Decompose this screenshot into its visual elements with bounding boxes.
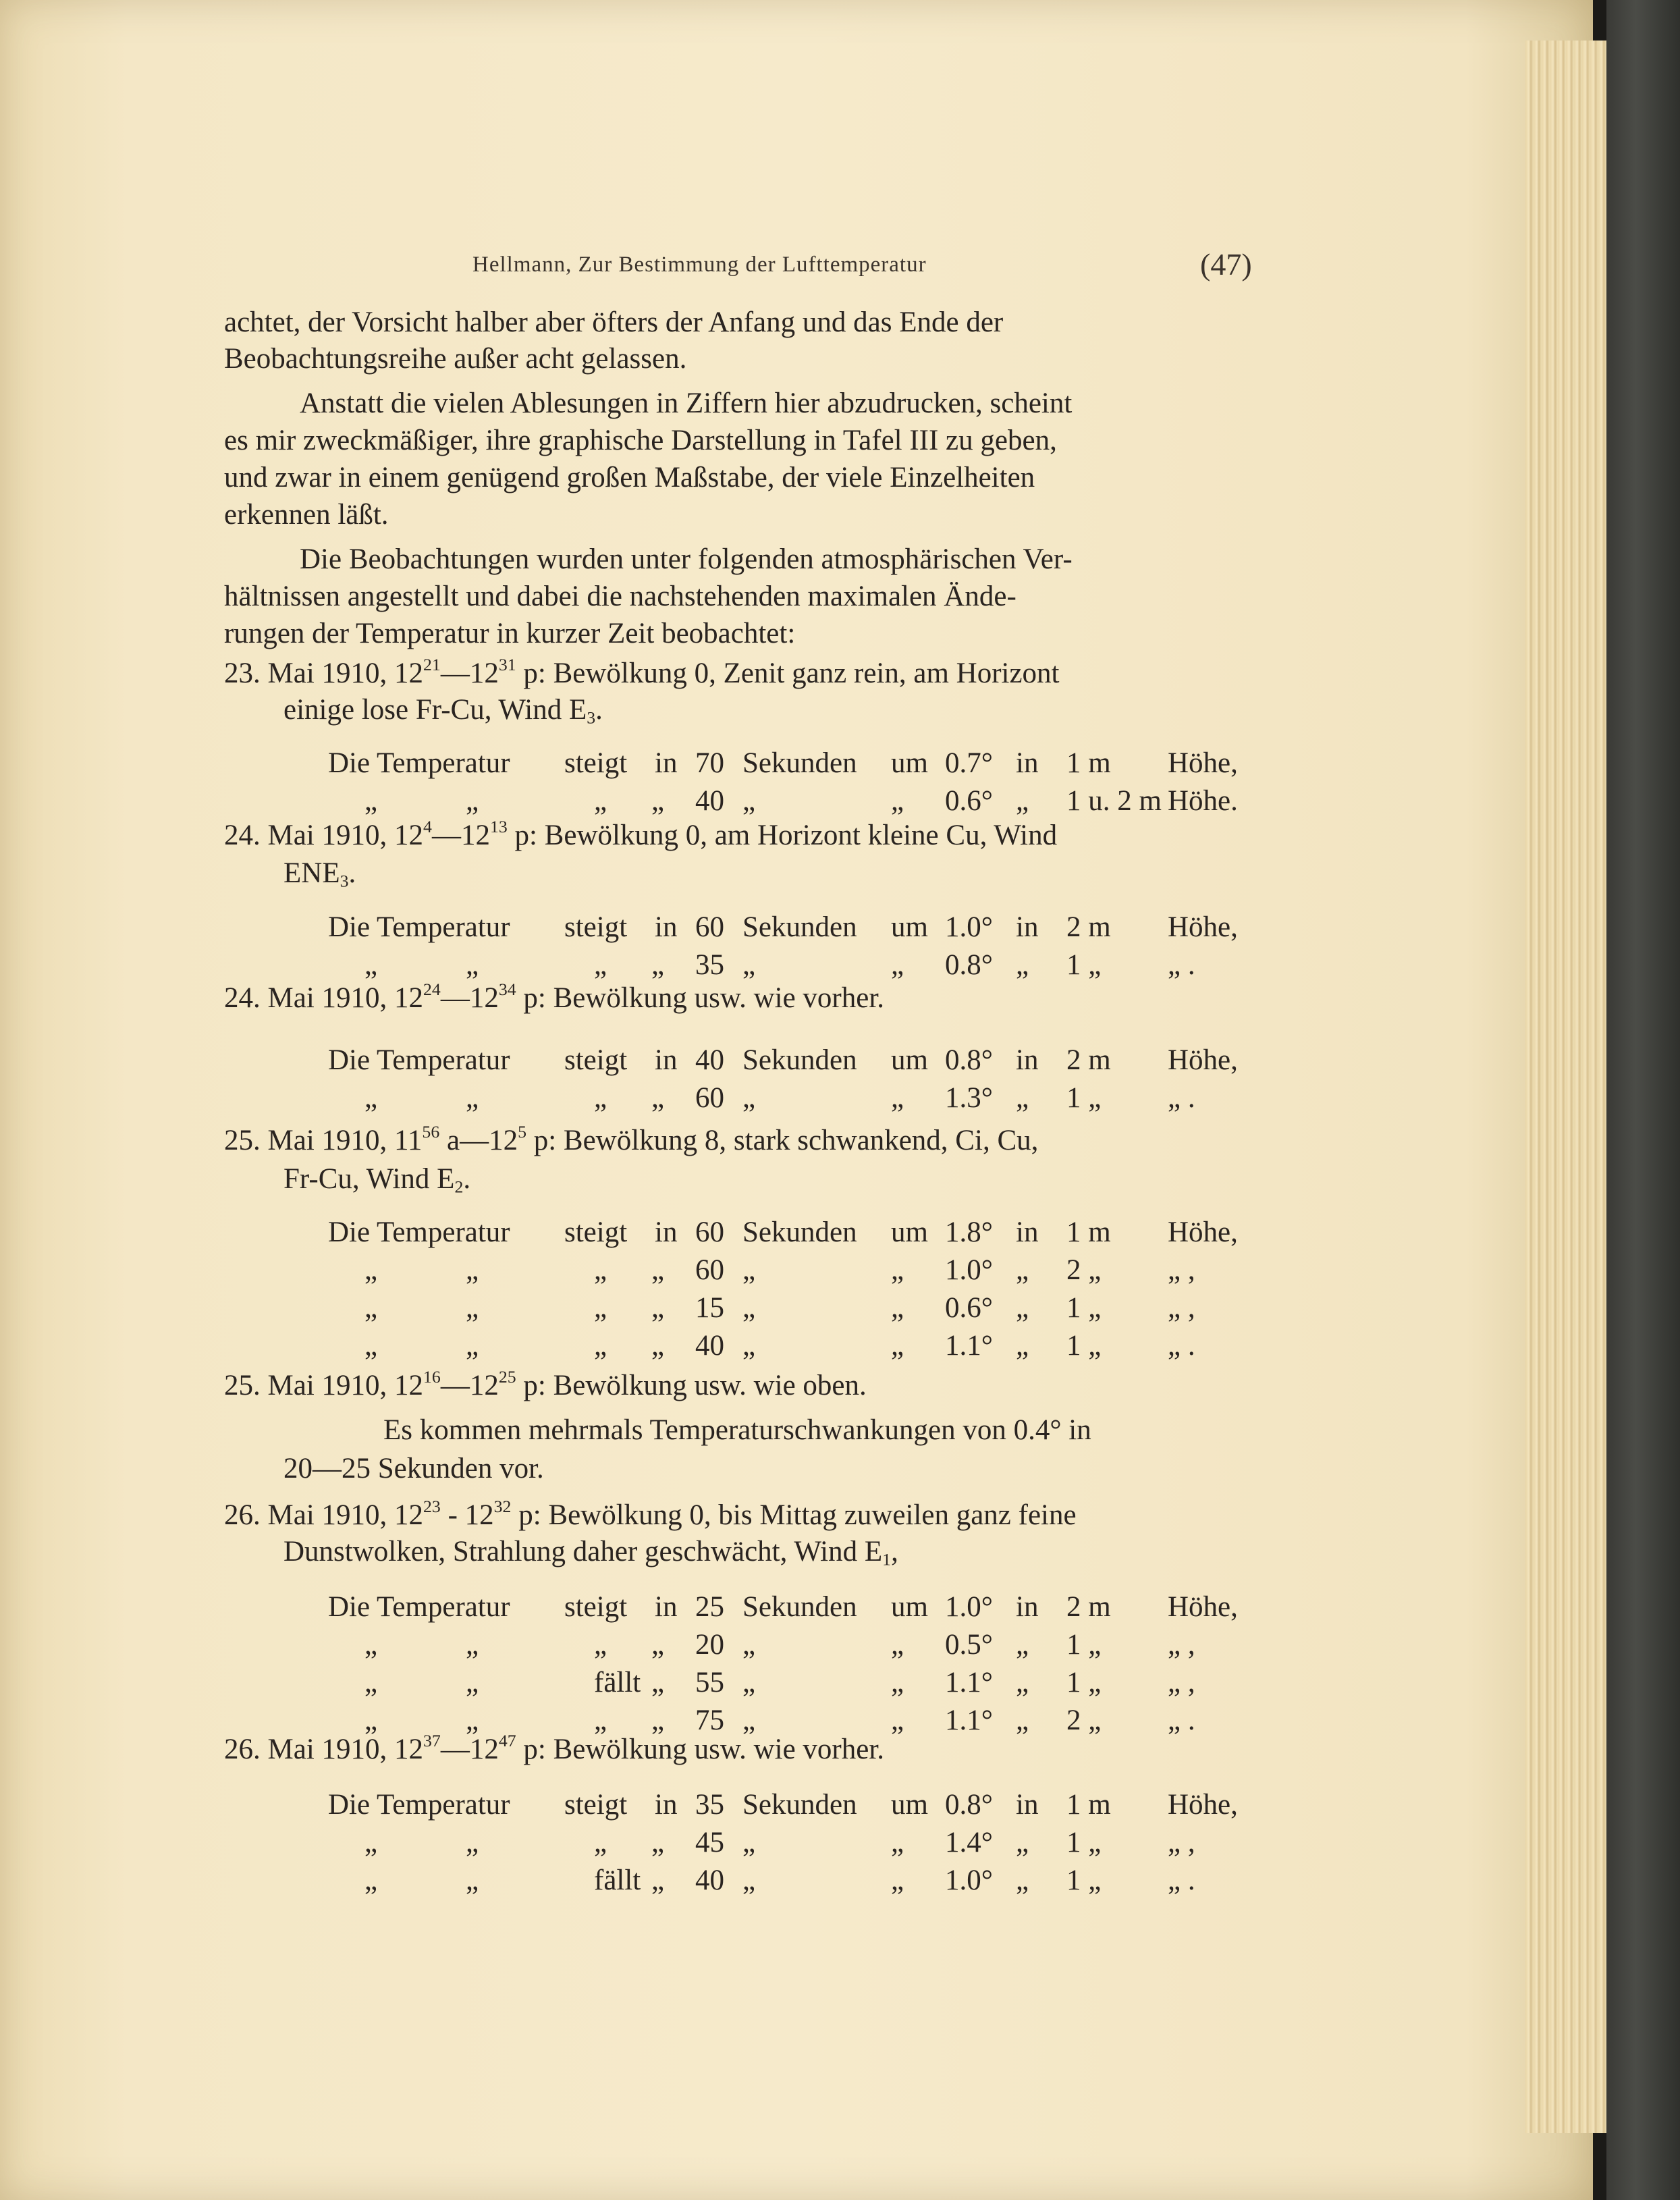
table-cell-p: „ — [1016, 1082, 1029, 1114]
observation-note: Es kommen mehrmals Temperaturschwankungen von 0.4° in — [383, 1414, 1091, 1446]
table-cell-i: „ — [651, 1705, 665, 1736]
table-cell-e: „ . — [1168, 949, 1195, 981]
table-cell-u: „ — [742, 1254, 756, 1286]
table-cell-v: fällt — [594, 1864, 641, 1896]
table-cell-u: Sekunden — [742, 1789, 857, 1821]
table-cell-m: um — [891, 1591, 928, 1623]
table-cell-d: 0.8° — [945, 1789, 993, 1821]
table-cell-p: „ — [1016, 1667, 1029, 1698]
table-cell-d: 1.3° — [945, 1082, 993, 1114]
table-cell-s: 60 — [695, 911, 724, 943]
table-cell-h: 1 „ — [1066, 1629, 1102, 1661]
superscript-minutes: 25 — [498, 1366, 516, 1387]
wind-force-subscript: 3 — [340, 871, 349, 891]
observation-heading: 26. Mai 1910, $12^{37}—12^{47}$ p: Bewölkung usw. wie vorher. — [224, 1730, 885, 1765]
table-cell-p: „ — [1016, 1827, 1029, 1858]
table-cell-e: Höhe, — [1168, 747, 1238, 779]
table-cell-p: in — [1016, 1789, 1039, 1821]
table-cell-s: 55 — [695, 1667, 724, 1698]
table-cell-e: Höhe, — [1168, 1044, 1238, 1076]
table-cell-a: „ — [364, 1292, 378, 1324]
superscript-minutes: 13 — [489, 816, 508, 836]
table-cell-h: 1 u. 2 m — [1066, 785, 1162, 817]
table-cell-d: 1.0° — [945, 1864, 993, 1896]
table-cell-u: „ — [742, 1292, 756, 1324]
table-cell-v: „ — [594, 1705, 607, 1736]
table-cell-p: in — [1016, 911, 1039, 943]
table-cell-d: 1.0° — [945, 1591, 993, 1623]
table-cell-u: Sekunden — [742, 1044, 857, 1076]
table-cell-h: 2 „ — [1066, 1705, 1102, 1736]
table-cell-s: 40 — [695, 785, 724, 817]
table-cell-s: 45 — [695, 1827, 724, 1858]
table-cell-h: 1 m — [1066, 1216, 1111, 1248]
table-cell-e: Höhe. — [1168, 785, 1238, 817]
table-cell-e: „ . — [1168, 1705, 1195, 1736]
table-cell-h: 1 „ — [1066, 1082, 1102, 1114]
table-cell-i: „ — [651, 1629, 665, 1661]
observation-heading: 26. Mai 1910, $12^{23} - 12^{32}$ p: Bewölkung 0, bis Mittag zuweilen ganz feine — [224, 1496, 1077, 1531]
table-cell-h: 1 m — [1066, 747, 1111, 779]
table-cell-p: „ — [1016, 785, 1029, 817]
table-cell-a2: „ — [466, 1082, 479, 1114]
text-line: Beobachtungsreihe außer acht gelassen. — [224, 343, 687, 375]
observation-continuation: $ENE_3$. — [283, 857, 356, 891]
table-cell-i: in — [655, 1044, 678, 1076]
table-cell-p: in — [1016, 747, 1039, 779]
table-cell-i: „ — [651, 1864, 665, 1896]
table-cell-e: „ , — [1168, 1254, 1195, 1286]
table-cell-i: „ — [651, 1330, 665, 1362]
table-cell-v: steigt — [564, 1216, 628, 1248]
table-cell-u: Sekunden — [742, 1216, 857, 1248]
table-cell-h: 2 m — [1066, 1044, 1111, 1076]
text-line: rungen der Temperatur in kurzer Zeit beobachtet: — [224, 618, 796, 649]
table-cell-u: „ — [742, 1864, 756, 1896]
table-cell-m: um — [891, 1789, 928, 1821]
table-cell-h: 2 „ — [1066, 1254, 1102, 1286]
table-cell-p: in — [1016, 1044, 1039, 1076]
table-cell-v: steigt — [564, 1591, 628, 1623]
table-cell-u: „ — [742, 949, 756, 981]
table-cell-i: in — [655, 911, 678, 943]
running-title: Hellmann, Zur Bestimmung der Lufttemperatur — [472, 252, 927, 277]
table-cell-p: „ — [1016, 1705, 1029, 1736]
table-cell-h: 1 „ — [1066, 1292, 1102, 1324]
table-cell-v: steigt — [564, 1044, 628, 1076]
table-cell-i: „ — [651, 1082, 665, 1114]
text-line: achtet, der Vorsicht halber aber öfters der Anfang und das Ende der — [224, 306, 1004, 338]
text-line: hältnissen angestellt und dabei die nachstehenden maximalen Ände- — [224, 581, 1017, 612]
table-cell-a: Die Temperatur — [328, 911, 510, 943]
table-cell-m: „ — [891, 1667, 904, 1698]
superscript-minutes: 34 — [498, 979, 516, 999]
table-cell-p: „ — [1016, 1864, 1029, 1896]
page-number: (47) — [1200, 247, 1252, 281]
table-cell-h: 1 „ — [1066, 1330, 1102, 1362]
table-cell-u: „ — [742, 1827, 756, 1858]
table-cell-m: „ — [891, 1330, 904, 1362]
table-cell-m: „ — [891, 1705, 904, 1736]
table-cell-p: in — [1016, 1591, 1039, 1623]
table-cell-i: „ — [651, 1827, 665, 1858]
observation-continuation: Fr-Cu, Wind $E_2$. — [283, 1163, 471, 1197]
table-cell-h: 1 m — [1066, 1789, 1111, 1821]
table-cell-v: fällt — [594, 1667, 641, 1698]
table-cell-u: „ — [742, 1667, 756, 1698]
table-cell-m: um — [891, 911, 928, 943]
table-cell-e: „ , — [1168, 1629, 1195, 1661]
observation-heading: 25. Mai 1910, $11^{56}$ $a—12^5$ p: Bewölkung 8, stark schwankend, Ci, Cu, — [224, 1121, 1039, 1156]
table-cell-a2: „ — [466, 1629, 479, 1661]
table-cell-v: steigt — [564, 911, 628, 943]
table-cell-i: „ — [651, 1292, 665, 1324]
table-cell-h: 1 „ — [1066, 949, 1102, 981]
superscript-minutes: 4 — [423, 816, 432, 836]
table-cell-s: 70 — [695, 747, 724, 779]
table-cell-a: Die Temperatur — [328, 1044, 510, 1076]
table-cell-a: „ — [364, 1629, 378, 1661]
table-cell-a2: „ — [466, 1292, 479, 1324]
table-cell-u: Sekunden — [742, 911, 857, 943]
table-cell-a2: „ — [466, 1705, 479, 1736]
table-cell-s: 15 — [695, 1292, 724, 1324]
text-line: Die Beobachtungen wurden unter folgenden atmosphärischen Ver- — [300, 543, 1073, 575]
table-cell-u: Sekunden — [742, 1591, 857, 1623]
table-cell-h: 2 m — [1066, 1591, 1111, 1623]
table-cell-a: „ — [364, 785, 378, 817]
table-cell-m: um — [891, 1044, 928, 1076]
table-cell-e: Höhe, — [1168, 1789, 1238, 1821]
table-cell-s: 25 — [695, 1591, 724, 1623]
observation-note: 20—25 Sekunden vor. — [283, 1453, 544, 1484]
table-cell-m: „ — [891, 1864, 904, 1896]
table-cell-m: um — [891, 747, 928, 779]
table-cell-i: „ — [651, 949, 665, 981]
table-cell-e: Höhe, — [1168, 911, 1238, 943]
table-cell-u: „ — [742, 785, 756, 817]
table-cell-u: „ — [742, 1629, 756, 1661]
table-cell-e: „ , — [1168, 1827, 1195, 1858]
table-cell-a: „ — [364, 1705, 378, 1736]
table-cell-h: 2 m — [1066, 911, 1111, 943]
table-cell-a: „ — [364, 1864, 378, 1896]
table-cell-a: „ — [364, 1254, 378, 1286]
table-cell-s: 35 — [695, 949, 724, 981]
table-cell-e: „ , — [1168, 1667, 1195, 1698]
table-cell-s: 60 — [695, 1082, 724, 1114]
table-cell-v: „ — [594, 1330, 607, 1362]
table-cell-a: „ — [364, 1082, 378, 1114]
table-cell-m: „ — [891, 949, 904, 981]
table-cell-u: „ — [742, 1330, 756, 1362]
table-cell-a2: „ — [466, 1864, 479, 1896]
table-cell-d: 1.8° — [945, 1216, 993, 1248]
table-cell-d: 0.8° — [945, 949, 993, 981]
table-cell-v: „ — [594, 949, 607, 981]
table-cell-s: 35 — [695, 1789, 724, 1821]
table-cell-p: „ — [1016, 949, 1029, 981]
table-cell-i: in — [655, 1789, 678, 1821]
table-cell-e: „ . — [1168, 1864, 1195, 1896]
table-cell-a2: „ — [466, 785, 479, 817]
table-cell-d: 1.1° — [945, 1667, 993, 1698]
table-cell-s: 60 — [695, 1216, 724, 1248]
table-cell-v: „ — [594, 1629, 607, 1661]
page-edges — [1525, 41, 1606, 2133]
table-cell-v: steigt — [564, 1789, 628, 1821]
table-cell-p: „ — [1016, 1629, 1029, 1661]
table-cell-v: steigt — [564, 747, 628, 779]
table-cell-m: „ — [891, 1827, 904, 1858]
table-cell-a2: „ — [466, 1254, 479, 1286]
table-cell-m: „ — [891, 1082, 904, 1114]
table-cell-h: 1 „ — [1066, 1827, 1102, 1858]
table-cell-s: 60 — [695, 1254, 724, 1286]
observation-heading: 23. Mai 1910, $12^{21}—12^{31}$ p: Bewölkung 0, Zenit ganz rein, am Horizont — [224, 654, 1060, 689]
table-cell-h: 1 „ — [1066, 1864, 1102, 1896]
table-cell-e: „ , — [1168, 1292, 1195, 1324]
superscript-minutes: 37 — [423, 1730, 441, 1750]
table-cell-a: Die Temperatur — [328, 747, 510, 779]
table-cell-a2: „ — [466, 949, 479, 981]
observation-continuation: Dunstwolken, Strahlung daher geschwächt, Wind $E_1$, — [283, 1536, 898, 1569]
table-cell-d: 1.1° — [945, 1705, 993, 1736]
observation-continuation: einige lose Fr-Cu, Wind $E_3$. — [283, 694, 603, 728]
table-cell-e: Höhe, — [1168, 1591, 1238, 1623]
table-cell-i: in — [655, 1591, 678, 1623]
table-cell-v: „ — [594, 785, 607, 817]
table-cell-a: „ — [364, 1667, 378, 1698]
superscript-minutes: 23 — [423, 1496, 441, 1516]
text-line: erkennen läßt. — [224, 499, 389, 531]
table-cell-v: „ — [594, 1292, 607, 1324]
observation-heading: 24. Mai 1910, $12^{24}—12^{34}$ p: Bewölkung usw. wie vorher. — [224, 979, 885, 1014]
superscript-minutes: 56 — [422, 1121, 440, 1142]
table-cell-p: „ — [1016, 1254, 1029, 1286]
table-cell-d: 1.1° — [945, 1330, 993, 1362]
table-cell-m: „ — [891, 1292, 904, 1324]
table-cell-p: „ — [1016, 1330, 1029, 1362]
table-cell-e: „ . — [1168, 1082, 1195, 1114]
table-cell-h: 1 „ — [1066, 1667, 1102, 1698]
table-cell-a2: „ — [466, 1827, 479, 1858]
table-cell-i: „ — [651, 1254, 665, 1286]
table-cell-a: Die Temperatur — [328, 1216, 510, 1248]
wind-force-subscript: 2 — [454, 1177, 464, 1197]
text-line: es mir zweckmäßiger, ihre graphische Darstellung in Tafel III zu geben, — [224, 425, 1057, 456]
table-cell-e: „ . — [1168, 1330, 1195, 1362]
table-cell-s: 40 — [695, 1330, 724, 1362]
table-cell-a: „ — [364, 1827, 378, 1858]
table-cell-a2: „ — [466, 1667, 479, 1698]
superscript-minutes: 31 — [498, 654, 516, 674]
observation-heading: 25. Mai 1910, $12^{16}—12^{25}$ p: Bewölkung usw. wie oben. — [224, 1366, 867, 1401]
table-cell-m: um — [891, 1216, 928, 1248]
table-cell-d: 0.6° — [945, 1292, 993, 1324]
table-cell-s: 20 — [695, 1629, 724, 1661]
wind-force-subscript: 1 — [882, 1549, 892, 1569]
table-cell-s: 40 — [695, 1864, 724, 1896]
table-cell-u: „ — [742, 1705, 756, 1736]
table-cell-u: „ — [742, 1082, 756, 1114]
table-cell-m: „ — [891, 785, 904, 817]
wind-force-subscript: 3 — [587, 707, 596, 728]
table-cell-i: „ — [651, 785, 665, 817]
table-cell-d: 1.0° — [945, 1254, 993, 1286]
table-cell-a: Die Temperatur — [328, 1591, 510, 1623]
table-cell-i: „ — [651, 1667, 665, 1698]
table-cell-d: 0.8° — [945, 1044, 993, 1076]
text-line: Anstatt die vielen Ablesungen in Ziffern hier abzudrucken, scheint — [300, 387, 1073, 419]
table-cell-m: „ — [891, 1629, 904, 1661]
table-cell-v: „ — [594, 1254, 607, 1286]
table-cell-a: „ — [364, 949, 378, 981]
table-cell-p: „ — [1016, 1292, 1029, 1324]
text-line: und zwar in einem genügend großen Maßstabe, der viele Einzelheiten — [224, 462, 1035, 493]
table-cell-d: 0.6° — [945, 785, 993, 817]
superscript-minutes: 5 — [518, 1121, 526, 1142]
table-cell-u: Sekunden — [742, 747, 857, 779]
table-cell-d: 0.5° — [945, 1629, 993, 1661]
table-cell-d: 1.0° — [945, 911, 993, 943]
superscript-minutes: 16 — [423, 1366, 441, 1387]
table-cell-m: „ — [891, 1254, 904, 1286]
table-cell-s: 75 — [695, 1705, 724, 1736]
table-cell-d: 0.7° — [945, 747, 993, 779]
table-cell-e: Höhe, — [1168, 1216, 1238, 1248]
table-cell-s: 40 — [695, 1044, 724, 1076]
superscript-minutes: 24 — [423, 979, 441, 999]
table-cell-v: „ — [594, 1827, 607, 1858]
table-cell-v: „ — [594, 1082, 607, 1114]
table-cell-p: in — [1016, 1216, 1039, 1248]
observation-heading: 24. Mai 1910, $12^4—12^{13}$ p: Bewölkung 0, am Horizont kleine Cu, Wind — [224, 816, 1058, 851]
table-cell-a: „ — [364, 1330, 378, 1362]
table-cell-a2: „ — [466, 1330, 479, 1362]
book-cover — [1606, 0, 1680, 2200]
table-cell-i: in — [655, 747, 678, 779]
superscript-minutes: 21 — [423, 654, 441, 674]
superscript-minutes: 32 — [493, 1496, 512, 1516]
table-cell-d: 1.4° — [945, 1827, 993, 1858]
table-cell-i: in — [655, 1216, 678, 1248]
table-cell-a: Die Temperatur — [328, 1789, 510, 1821]
superscript-minutes: 47 — [498, 1730, 516, 1750]
